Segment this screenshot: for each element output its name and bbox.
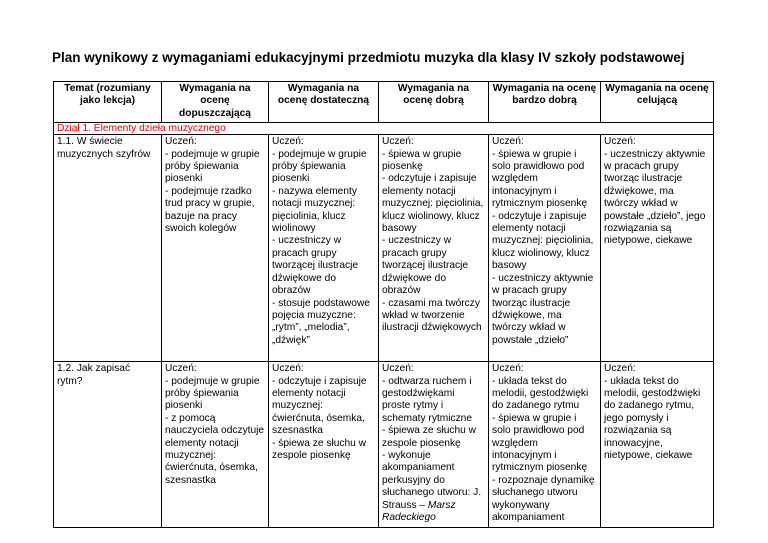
requirements-cell: Uczeń: - podejmuje w grupie próby śpiewania piosenki - podejmuje rzadko trud pracy w grupie, bazuje na pracy swoich kolegów (162, 135, 269, 362)
topic-cell: 1.2. Jak zapisać rytm? (54, 362, 162, 527)
requirements-cell (379, 362, 489, 527)
section-row (54, 123, 714, 135)
requirements-cell: Uczeń: - podejmuje w grupie próby śpiewania piosenki - z pomocą nauczyciela odczytuje elementy notacji muzycznej: ćwierćnuta, ósemka, szesnastka (162, 362, 269, 527)
table-row (54, 135, 714, 362)
table-row (54, 362, 714, 527)
topic-cell: 1.1. W świecie muzycznych szyfrów (54, 135, 162, 362)
requirements-table (53, 81, 714, 528)
requirements-cell: Uczeń: - podejmuje w grupie próby śpiewania piosenki - nazywa elementy notacji muzycznej: pięciolinia, klucz wiolinowy - uczestniczy w pracach grupy tworzącej ilustracje dźwiękowe do obrazów - stosuje podstawowe pojęcia muzyczne: „rytm”, „melodia”, „dźwięk” (269, 135, 379, 362)
requirements-text: Uczeń: - odtwarza ruchem i gestodźwiękami proste rytmy i schematy rytmiczne - śpiewa ze słuchu w zespole piosenkę - wykonuje akompaniament perkusyjny do słuchanego utworu: J. Strauss – (382, 363, 482, 511)
header-grade-2: Wymagania na ocenę dopuszczającą (162, 82, 269, 123)
header-grade-3: Wymagania na ocenę dostateczną (269, 82, 379, 123)
header-grade-5: Wymagania na ocenę bardzo dobrą (489, 82, 601, 123)
table-header-row (54, 82, 714, 123)
document-title: Plan wynikowy z wymaganiami edukacyjnymi przedmiotu muzyka dla klasy IV szkoły podstawowej (52, 50, 685, 65)
header-topic: Temat (rozumiany jako lekcja) (54, 82, 162, 123)
header-grade-4: Wymagania na ocenę dobrą (379, 82, 489, 123)
section-title: Dział 1. Elementy dzieła muzycznego (54, 123, 714, 135)
requirements-cell: Uczeń: - odczytuje i zapisuje elementy notacji muzycznej: ćwierćnuta, ósemka, szesnastka - śpiewa ze słuchu w zespole piosenkę (269, 362, 379, 527)
header-grade-6: Wymagania na ocenę celującą (601, 82, 714, 123)
requirements-cell: Uczeń: - śpiewa w grupie i solo prawidłowo pod względem intonacyjnym i rytmicznym piosenkę - odczytuje i zapisuje elementy notacji muzycznej: pięciolinia, klucz wiolinowy, klucz basowy - uczestniczy aktywnie w pracach grupy tworząc ilustracje dźwiękowe, ma twórczy wkład w powstałe „dzieło” (489, 135, 601, 362)
requirements-cell: Uczeń: - układa tekst do melodii, gestodźwięki do zadanego rytmu - śpiewa w grupie i solo prawidłowo pod względem intonacyjnym i rytmicznym piosenkę - rozpoznaje dynamikę słuchanego utworu wykonywany akompaniament (489, 362, 601, 527)
requirements-cell: Uczeń: - układa tekst do melodii, gestodźwięki do zadanego rytmu, jego pomysły i rozwiązania są innowacyjne, nietypowe, ciekawe (601, 362, 714, 527)
work-title: Marsz Radeckiego (382, 499, 456, 524)
requirements-cell: Uczeń: - śpiewa w grupie piosenkę - odczytuje i zapisuje elementy notacji muzycznej: pięciolinia, klucz wiolinowy, klucz basowy - uczestniczy w pracach grupy tworzącej ilustracje dźwiękowe do obrazów - czasami ma twórczy wkład w tworzenie ilustracji dźwiękowych (379, 135, 489, 362)
requirements-cell: Uczeń: - uczestniczy aktywnie w pracach grupy tworząc ilustracje dźwiękowe, ma twórczy wkład w powstałe „dzieło”, jego rozwiązania są nietypowe, ciekawe (601, 135, 714, 362)
